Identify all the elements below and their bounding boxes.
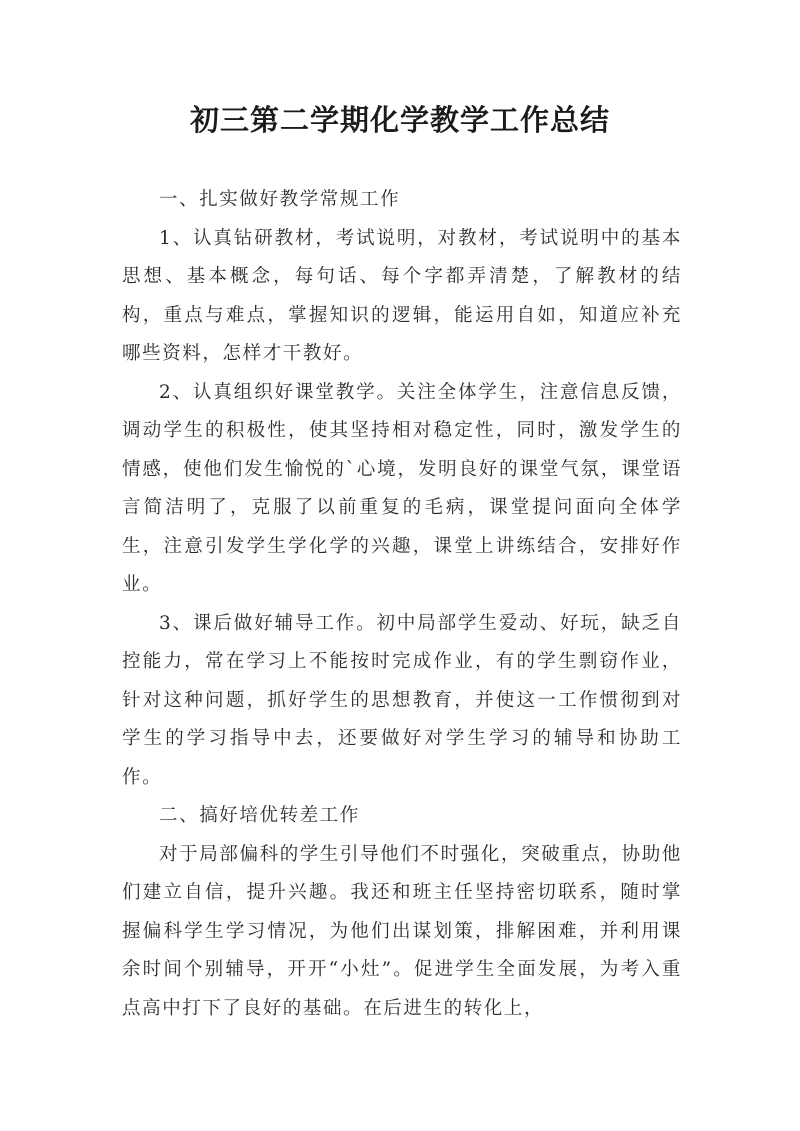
section-heading-2: 二、搞好培优转差工作 xyxy=(159,805,361,826)
document-body xyxy=(122,181,682,1028)
document-title: 初三第二学期化学教学工作总结 xyxy=(189,103,610,137)
paragraph-3: 3、课后做好辅导工作。初中局部学生爱动、好玩，缺乏自控能力，常在学习上不能按时完成作业，有的学生剽窃作业，针对这种问题，抓好学生的思想教育，并使这一工作惯彻到对学生的学习指导中去，还要做好对学生学习的辅导和协助工作。 xyxy=(122,612,682,788)
section-heading-1: 一、扎实做好教学常规工作 xyxy=(159,189,401,210)
paragraph-4: 对于局部偏科的学生引导他们不时强化，突破重点，协助他们建立自信，提升兴趣。我还和班主任坚持密切联系，随时掌握偏科学生学习情况，为他们出谋划策，排解困难，并利用课余时间个别辅导，开开“小灶”。促进学生全面发展，为考入重点高中打下了良好的基础。在后进生的转化上， xyxy=(122,843,682,1019)
paragraph-1: 1、认真钻研教材，考试说明，对教材，考试说明中的基本思想、基本概念，每句话、每个字都弄清楚，了解教材的结构，重点与难点，掌握知识的逻辑，能运用自如，知道应补充哪些资料，怎样才干教好。 xyxy=(122,227,682,364)
paragraph-2: 2、认真组织好课堂教学。关注全体学生，注意信息反馈，调动学生的积极性，使其坚持相对稳定性，同时，激发学生的情感，使他们发生愉悦的`心境，发明良好的课堂气氛，课堂语言简洁明了，克服了以前重复的毛病，课堂提问面向全体学生，注意引发学生学化学的兴趣，课堂上讲练结合，安排好作业。 xyxy=(122,381,682,595)
